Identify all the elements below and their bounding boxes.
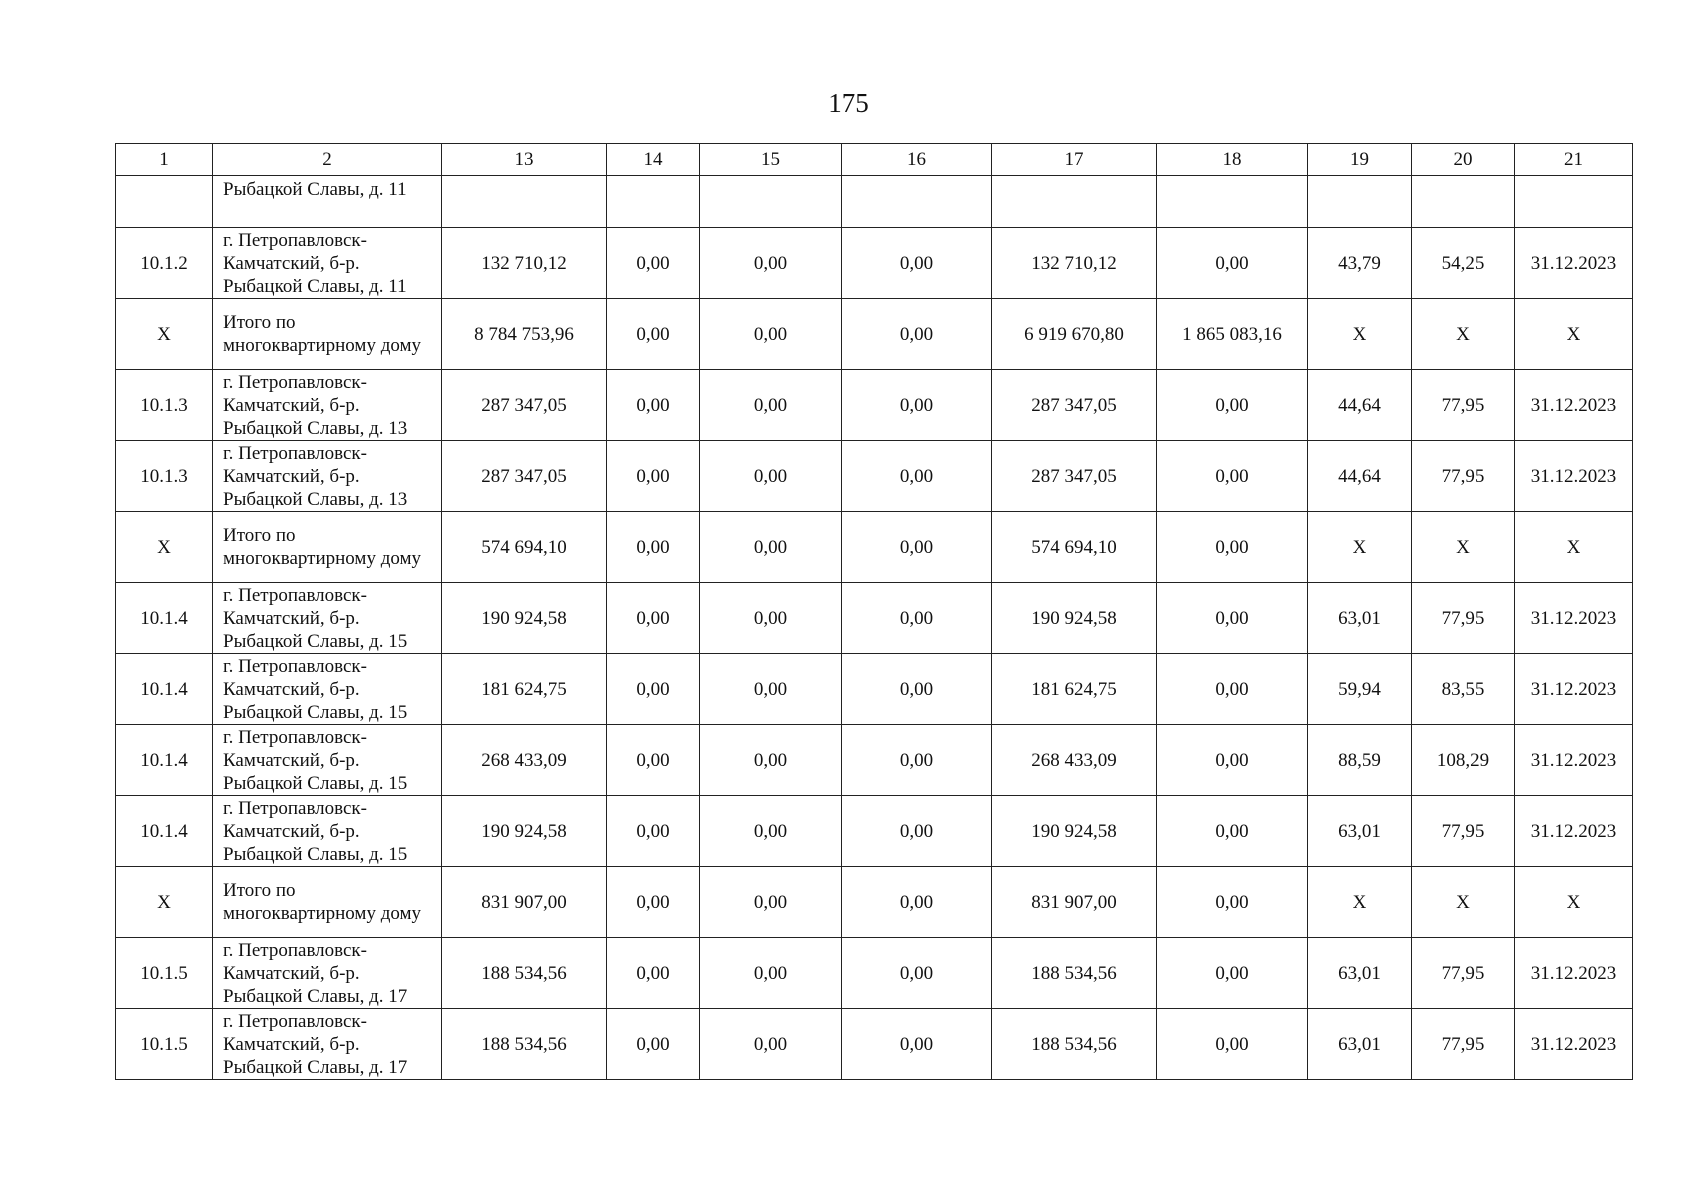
table-cell: 10.1.2	[116, 228, 213, 299]
table-cell: 31.12.2023	[1515, 938, 1633, 1009]
table-cell	[1412, 176, 1515, 228]
table-cell: 77,95	[1412, 1009, 1515, 1080]
table-cell: 31.12.2023	[1515, 796, 1633, 867]
table-cell: 63,01	[1308, 583, 1412, 654]
table-cell: 0,00	[700, 512, 842, 583]
table-row	[116, 938, 1633, 1009]
table-cell	[116, 176, 213, 228]
table-cell: 31.12.2023	[1515, 1009, 1633, 1080]
header-cell: 1	[116, 144, 213, 176]
table-row	[116, 228, 1633, 299]
table-cell: 10.1.4	[116, 583, 213, 654]
address-cell: Итого по многоквартирному дому	[213, 512, 442, 583]
table-cell: 0,00	[700, 725, 842, 796]
table-cell: 0,00	[607, 583, 700, 654]
table-cell: 0,00	[700, 1009, 842, 1080]
table-cell: 0,00	[1157, 725, 1308, 796]
table-cell: X	[116, 299, 213, 370]
table-cell: 0,00	[842, 299, 992, 370]
table-row	[116, 299, 1633, 370]
header-cell: 18	[1157, 144, 1308, 176]
table-cell: 31.12.2023	[1515, 583, 1633, 654]
table-cell: 44,64	[1308, 370, 1412, 441]
table-cell	[1157, 176, 1308, 228]
table-cell: X	[1412, 299, 1515, 370]
table-cell: 0,00	[1157, 654, 1308, 725]
table-cell: 574 694,10	[442, 512, 607, 583]
table-cell: 268 433,09	[442, 725, 607, 796]
table-cell: 63,01	[1308, 1009, 1412, 1080]
table-cell: 10.1.5	[116, 938, 213, 1009]
table-cell: 0,00	[607, 867, 700, 938]
header-cell: 13	[442, 144, 607, 176]
header-cell: 21	[1515, 144, 1633, 176]
table-cell: 77,95	[1412, 796, 1515, 867]
table-cell: 0,00	[842, 583, 992, 654]
header-cell: 19	[1308, 144, 1412, 176]
table-row	[116, 583, 1633, 654]
table-cell: 188 534,56	[442, 938, 607, 1009]
table-cell: 0,00	[700, 370, 842, 441]
table-cell: 574 694,10	[992, 512, 1157, 583]
address-cell: Итого по многоквартирному дому	[213, 867, 442, 938]
table-cell: 181 624,75	[442, 654, 607, 725]
table-cell: 0,00	[607, 796, 700, 867]
table-cell: 31.12.2023	[1515, 441, 1633, 512]
table-cell: 0,00	[842, 867, 992, 938]
table-cell: 190 924,58	[992, 583, 1157, 654]
table-cell: 0,00	[842, 512, 992, 583]
table-cell	[842, 176, 992, 228]
table-cell: 287 347,05	[442, 370, 607, 441]
table-cell: 831 907,00	[442, 867, 607, 938]
table-cell: 190 924,58	[442, 583, 607, 654]
table-cell: 0,00	[700, 299, 842, 370]
address-cell: Рыбацкой Славы, д. 11	[213, 176, 442, 228]
table-cell: 83,55	[1412, 654, 1515, 725]
table-cell: 0,00	[700, 796, 842, 867]
table-cell: 0,00	[607, 370, 700, 441]
table-cell: 1 865 083,16	[1157, 299, 1308, 370]
table-row	[116, 512, 1633, 583]
table-cell: 0,00	[700, 867, 842, 938]
table-cell: X	[1308, 867, 1412, 938]
table-cell: 31.12.2023	[1515, 725, 1633, 796]
table-cell: X	[1515, 512, 1633, 583]
table-row	[116, 1009, 1633, 1080]
table-cell: X	[116, 867, 213, 938]
address-cell: г. Петропавловск-Камчатский, б-р. Рыбацкой Славы, д. 15	[213, 796, 442, 867]
table-cell	[607, 176, 700, 228]
table-row	[116, 176, 1633, 228]
table-cell: 8 784 753,96	[442, 299, 607, 370]
table-cell: 10.1.3	[116, 441, 213, 512]
table-cell: X	[1515, 299, 1633, 370]
table-cell	[1515, 176, 1633, 228]
table-cell: 0,00	[700, 228, 842, 299]
table-cell: 287 347,05	[442, 441, 607, 512]
table-cell: 10.1.4	[116, 796, 213, 867]
table-cell: 190 924,58	[442, 796, 607, 867]
header-cell: 16	[842, 144, 992, 176]
header-cell: 14	[607, 144, 700, 176]
table-row	[116, 867, 1633, 938]
table-cell: 0,00	[607, 228, 700, 299]
table-cell: 0,00	[607, 1009, 700, 1080]
table-cell: 108,29	[1412, 725, 1515, 796]
table-cell: 0,00	[842, 938, 992, 1009]
table-cell: 44,64	[1308, 441, 1412, 512]
table-cell: 0,00	[1157, 938, 1308, 1009]
table-cell: 0,00	[700, 441, 842, 512]
table-cell: 31.12.2023	[1515, 654, 1633, 725]
table-cell: 132 710,12	[442, 228, 607, 299]
table-cell	[992, 176, 1157, 228]
table-cell: 0,00	[842, 228, 992, 299]
table-cell: 132 710,12	[992, 228, 1157, 299]
table-cell: X	[1412, 867, 1515, 938]
header-cell: 15	[700, 144, 842, 176]
table-cell: 287 347,05	[992, 370, 1157, 441]
table-cell: 59,94	[1308, 654, 1412, 725]
table-cell: 0,00	[607, 654, 700, 725]
table-cell: X	[1412, 512, 1515, 583]
page-number: 175	[828, 88, 869, 118]
table-cell: 0,00	[1157, 441, 1308, 512]
table-cell: 0,00	[842, 370, 992, 441]
table-cell: 77,95	[1412, 370, 1515, 441]
table-row	[116, 441, 1633, 512]
table-cell: 188 534,56	[442, 1009, 607, 1080]
header-row	[116, 144, 1633, 176]
table-cell: 0,00	[842, 441, 992, 512]
table-cell: 0,00	[842, 796, 992, 867]
table-cell: 0,00	[1157, 796, 1308, 867]
table-cell: 287 347,05	[992, 441, 1157, 512]
table-row	[116, 725, 1633, 796]
table-cell: 10.1.4	[116, 654, 213, 725]
table-cell: 10.1.4	[116, 725, 213, 796]
table-cell: 31.12.2023	[1515, 370, 1633, 441]
data-table	[115, 143, 1633, 1080]
table-cell: 0,00	[842, 725, 992, 796]
address-cell: Итого по многоквартирному дому	[213, 299, 442, 370]
address-cell: г. Петропавловск-Камчатский, б-р. Рыбацкой Славы, д. 13	[213, 370, 442, 441]
table-cell: 0,00	[1157, 867, 1308, 938]
address-cell: г. Петропавловск-Камчатский, б-р. Рыбацкой Славы, д. 15	[213, 654, 442, 725]
address-cell: г. Петропавловск-Камчатский, б-р. Рыбацкой Славы, д. 15	[213, 583, 442, 654]
table-cell: 0,00	[607, 725, 700, 796]
table-cell: 188 534,56	[992, 938, 1157, 1009]
table-cell: 77,95	[1412, 441, 1515, 512]
table-cell: 0,00	[1157, 512, 1308, 583]
address-cell: г. Петропавловск-Камчатский, б-р. Рыбацкой Славы, д. 15	[213, 725, 442, 796]
header-cell: 17	[992, 144, 1157, 176]
table-cell: 0,00	[842, 654, 992, 725]
table-cell: X	[1308, 299, 1412, 370]
table-cell: 0,00	[1157, 228, 1308, 299]
table-cell: 0,00	[1157, 370, 1308, 441]
table-cell: 10.1.5	[116, 1009, 213, 1080]
table-cell	[1308, 176, 1412, 228]
header-cell: 20	[1412, 144, 1515, 176]
table-cell: 0,00	[1157, 583, 1308, 654]
table-cell: X	[1515, 867, 1633, 938]
table-cell: 0,00	[700, 583, 842, 654]
table-cell: 54,25	[1412, 228, 1515, 299]
table-row	[116, 370, 1633, 441]
table-cell: 0,00	[607, 938, 700, 1009]
table-cell	[442, 176, 607, 228]
header-cell: 2	[213, 144, 442, 176]
table-cell: 0,00	[607, 512, 700, 583]
table-cell: 188 534,56	[992, 1009, 1157, 1080]
table-header	[116, 144, 1633, 176]
table-cell: 0,00	[607, 299, 700, 370]
table-cell: 0,00	[842, 1009, 992, 1080]
table-cell	[700, 176, 842, 228]
table-cell: 77,95	[1412, 583, 1515, 654]
table-cell: 190 924,58	[992, 796, 1157, 867]
table-cell: 10.1.3	[116, 370, 213, 441]
table-cell: X	[116, 512, 213, 583]
table-cell: 831 907,00	[992, 867, 1157, 938]
table-cell: 63,01	[1308, 796, 1412, 867]
table-cell: 0,00	[700, 654, 842, 725]
table-cell: 6 919 670,80	[992, 299, 1157, 370]
table-cell: 0,00	[700, 938, 842, 1009]
address-cell: г. Петропавловск-Камчатский, б-р. Рыбацкой Славы, д. 13	[213, 441, 442, 512]
table-cell: 43,79	[1308, 228, 1412, 299]
table-cell: 0,00	[1157, 1009, 1308, 1080]
table-cell: 31.12.2023	[1515, 228, 1633, 299]
table-row	[116, 654, 1633, 725]
address-cell: г. Петропавловск-Камчатский, б-р. Рыбацкой Славы, д. 11	[213, 228, 442, 299]
table-cell: 268 433,09	[992, 725, 1157, 796]
table-cell: 181 624,75	[992, 654, 1157, 725]
table-body	[116, 176, 1633, 1080]
table-cell: X	[1308, 512, 1412, 583]
table-row	[116, 796, 1633, 867]
table-cell: 0,00	[607, 441, 700, 512]
address-cell: г. Петропавловск-Камчатский, б-р. Рыбацкой Славы, д. 17	[213, 1009, 442, 1080]
table-cell: 63,01	[1308, 938, 1412, 1009]
address-cell: г. Петропавловск-Камчатский, б-р. Рыбацкой Славы, д. 17	[213, 938, 442, 1009]
table-cell: 77,95	[1412, 938, 1515, 1009]
table-cell: 88,59	[1308, 725, 1412, 796]
